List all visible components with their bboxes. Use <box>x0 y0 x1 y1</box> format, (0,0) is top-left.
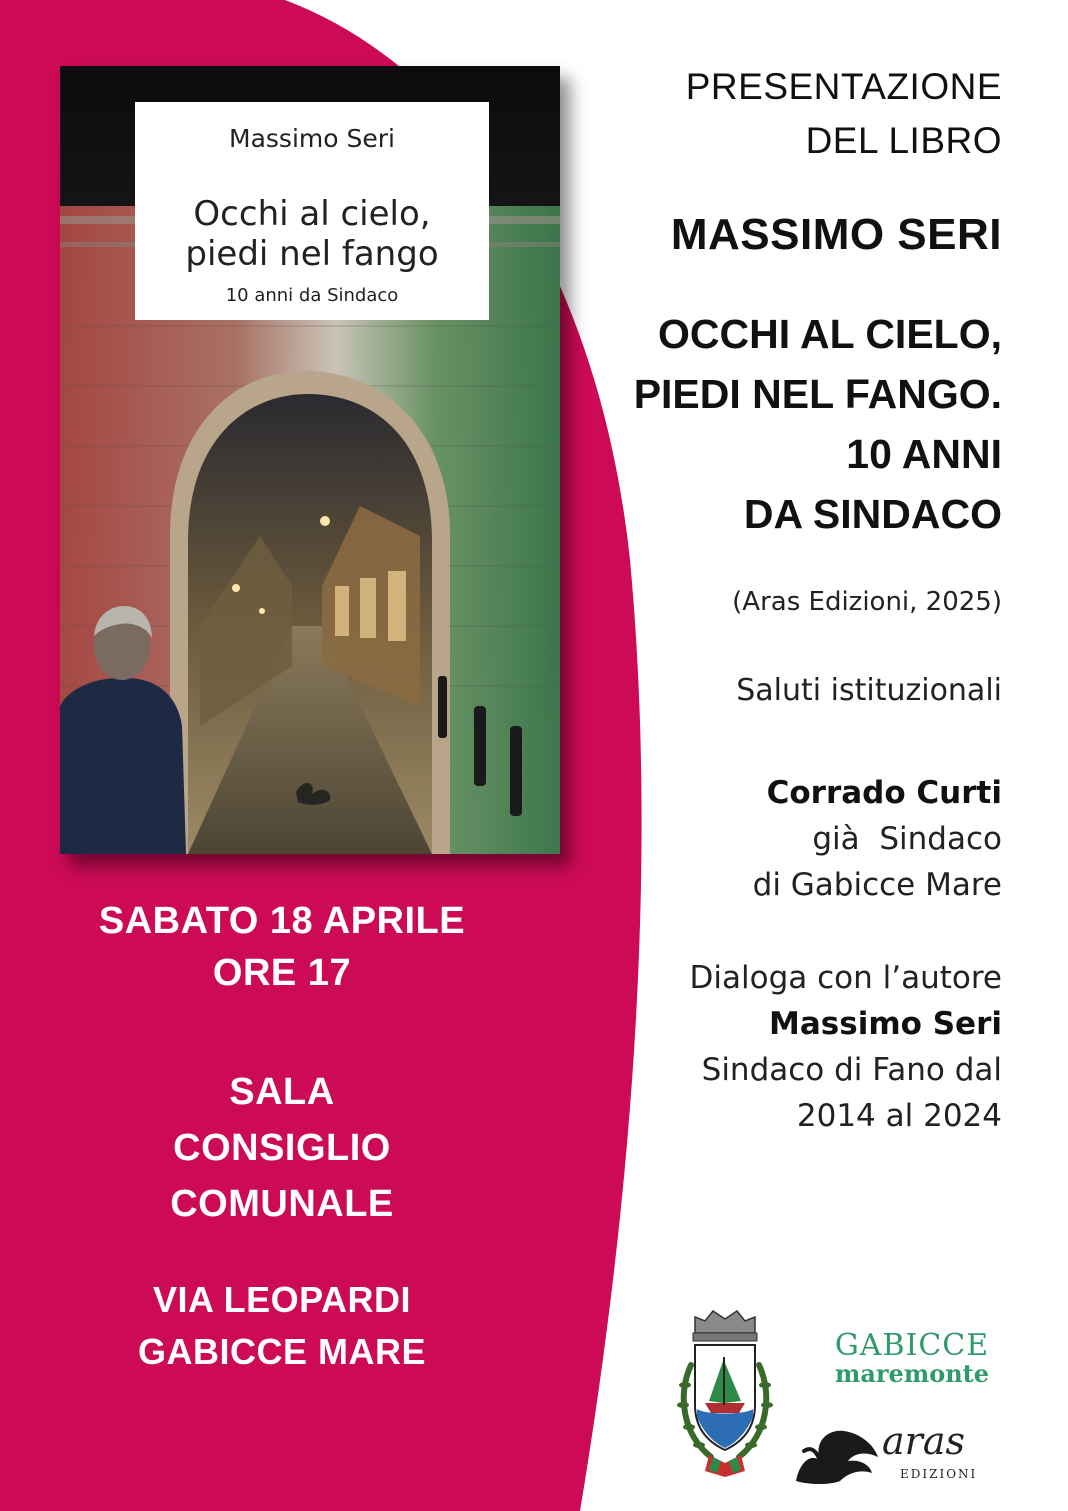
event-datetime <box>0 895 564 999</box>
dialogue-role-line2: 2014 al 2024 <box>796 1098 1002 1134</box>
cover-title-line1: Occhi al cielo, <box>193 194 431 234</box>
address-line1: VIA LEOPARDI <box>152 1279 412 1320</box>
venue-line2: CONSIGLIO <box>173 1127 391 1169</box>
municipal-crest-icon <box>665 1305 785 1485</box>
speaker-block <box>753 770 1002 908</box>
publisher-info: (Aras Edizioni, 2025) <box>732 587 1002 617</box>
book-title-line3: 10 ANNI <box>846 431 1002 477</box>
book-title-line2: PIEDI NEL FANGO. <box>633 371 1002 417</box>
gabicce-maremonte-logo <box>832 1330 992 1386</box>
dialogue-role-line1: Sindaco di Fano dal <box>701 1052 1002 1088</box>
aras-logo-name: aras <box>882 1419 965 1463</box>
book-cover <box>60 66 560 854</box>
cover-title-line2: piedi nel fango <box>185 234 439 274</box>
event-date: SABATO 18 APRILE <box>98 900 466 942</box>
speaker-role-line1: già Sindaco <box>812 821 1002 857</box>
cover-author: Massimo Seri <box>229 124 395 153</box>
swan-icon <box>790 1421 882 1491</box>
venue-line3: COMUNALE <box>170 1183 394 1225</box>
presentation-line1: PRESENTAZIONE <box>685 66 1002 107</box>
aras-logo-subtitle: EDIZIONI <box>900 1467 978 1481</box>
aras-edizioni-logo <box>790 1415 990 1495</box>
dialogue-intro: Dialoga con l’autore <box>689 960 1002 996</box>
event-time: ORE 17 <box>212 952 352 994</box>
address-line2: GABICCE MARE <box>137 1331 426 1372</box>
speaker-name: Corrado Curti <box>766 775 1002 811</box>
book-title-line1: OCCHI AL CIELO, <box>658 311 1002 357</box>
speaker-role-line2: di Gabicce Mare <box>752 867 1002 903</box>
presentation-header <box>686 60 1002 168</box>
gabicce-logo-line2: maremonte <box>834 1359 990 1388</box>
book-title-line4: DA SINDACO <box>743 491 1002 537</box>
dialogue-author-name: Massimo Seri <box>769 1006 1002 1042</box>
event-venue <box>0 1064 564 1232</box>
author-name: MASSIMO SERI <box>670 210 1002 259</box>
cover-subtitle: 10 anni da Sindaco <box>225 285 399 306</box>
greetings-label: Saluti istituzionali <box>736 673 1002 708</box>
event-address <box>0 1274 564 1378</box>
presentation-line2: DEL LIBRO <box>805 120 1002 161</box>
book-title <box>634 304 1002 544</box>
dialogue-block <box>690 955 1002 1139</box>
cover-title-box <box>135 102 489 320</box>
venue-line1: SALA <box>229 1071 335 1113</box>
gabicce-logo-line1: GABICCE <box>834 1328 990 1363</box>
